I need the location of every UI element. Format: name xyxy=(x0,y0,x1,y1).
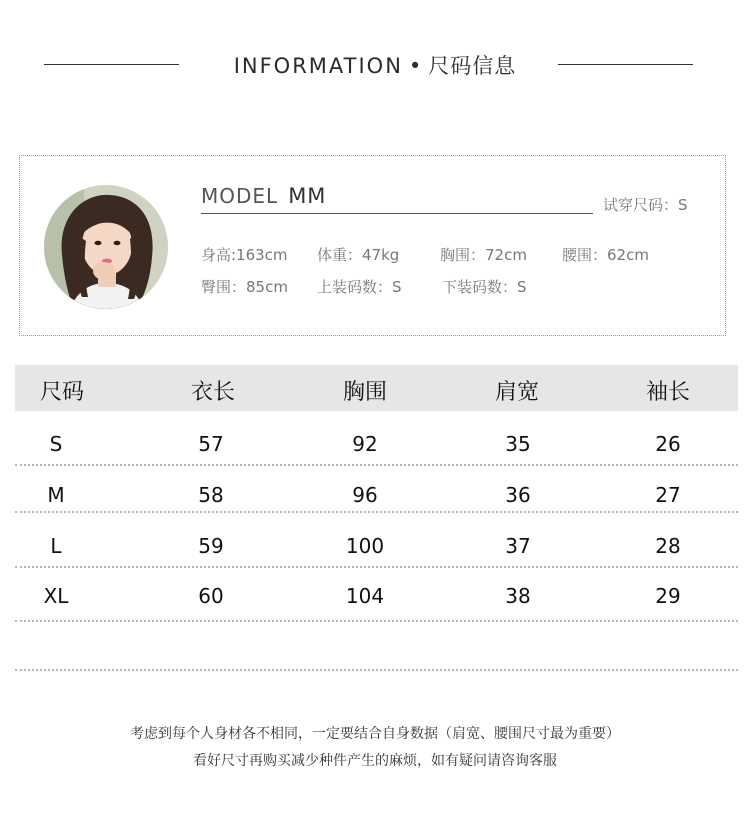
header-rule-right xyxy=(558,64,693,65)
header-bust: 胸围 xyxy=(342,380,388,405)
model-label xyxy=(201,184,326,208)
stat-height: 身高:163cm xyxy=(201,246,288,264)
cell-length: 60 xyxy=(198,584,224,608)
cell-sleeve: 26 xyxy=(655,432,681,456)
cell-sleeve: 29 xyxy=(655,584,681,608)
cell-bust: 96 xyxy=(352,483,378,507)
cell-shoulder: 36 xyxy=(505,483,531,507)
table-row xyxy=(15,465,738,515)
model-card xyxy=(19,155,726,336)
stat-waist: 腰围：62cm xyxy=(562,246,649,264)
model-photo-illustration xyxy=(44,185,168,309)
cell-sleeve: 28 xyxy=(655,534,681,558)
cell-size: L xyxy=(50,534,62,558)
header-size: 尺码 xyxy=(39,380,85,405)
model-name: MM xyxy=(288,184,327,208)
section-title xyxy=(0,50,750,80)
cell-bust: 92 xyxy=(352,432,378,456)
cell-length: 58 xyxy=(198,483,224,507)
sizing-note-1: 考虑到每个人身材各不相同，一定要结合自身数据（肩宽、腰围尺寸最为重要） xyxy=(130,726,620,742)
stat-bottom-size: 下装码数：S xyxy=(442,278,527,296)
cell-size: XL xyxy=(43,584,69,608)
cell-length: 57 xyxy=(198,432,224,456)
header-sleeve: 袖长 xyxy=(645,380,691,405)
cell-size: S xyxy=(49,432,63,456)
row-divider xyxy=(15,511,738,513)
size-table-header xyxy=(15,365,738,411)
header-length: 衣长 xyxy=(190,380,236,405)
cell-shoulder: 38 xyxy=(505,584,531,608)
stat-hip: 臀围：85cm xyxy=(201,278,288,296)
title-chinese: 尺码信息 xyxy=(428,54,517,78)
model-label-text: MODEL xyxy=(201,184,279,208)
cell-bust: 104 xyxy=(345,584,385,608)
cell-size: M xyxy=(47,483,65,507)
stat-bust: 胸围：72cm xyxy=(440,246,527,264)
title-separator: • xyxy=(408,54,423,78)
row-divider xyxy=(15,669,738,671)
cell-shoulder: 37 xyxy=(505,534,531,558)
model-avatar xyxy=(44,185,168,309)
row-divider xyxy=(15,620,738,622)
table-row xyxy=(15,566,738,616)
cell-shoulder: 35 xyxy=(505,432,531,456)
table-row xyxy=(15,516,738,566)
title-english: INFORMATION xyxy=(233,54,403,78)
stat-top-size: 上装码数：S xyxy=(317,278,402,296)
table-row xyxy=(15,414,738,464)
stat-weight: 体重：47kg xyxy=(317,246,400,264)
trial-size: 试穿尺码：S xyxy=(603,196,688,214)
cell-sleeve: 27 xyxy=(655,483,681,507)
sizing-note-2: 看好尺寸再购买减少种件产生的麻烦，如有疑问请咨询客服 xyxy=(193,753,557,769)
cell-length: 59 xyxy=(198,534,224,558)
cell-bust: 100 xyxy=(345,534,385,558)
header-shoulder: 肩宽 xyxy=(494,380,540,405)
model-underline xyxy=(201,213,593,214)
